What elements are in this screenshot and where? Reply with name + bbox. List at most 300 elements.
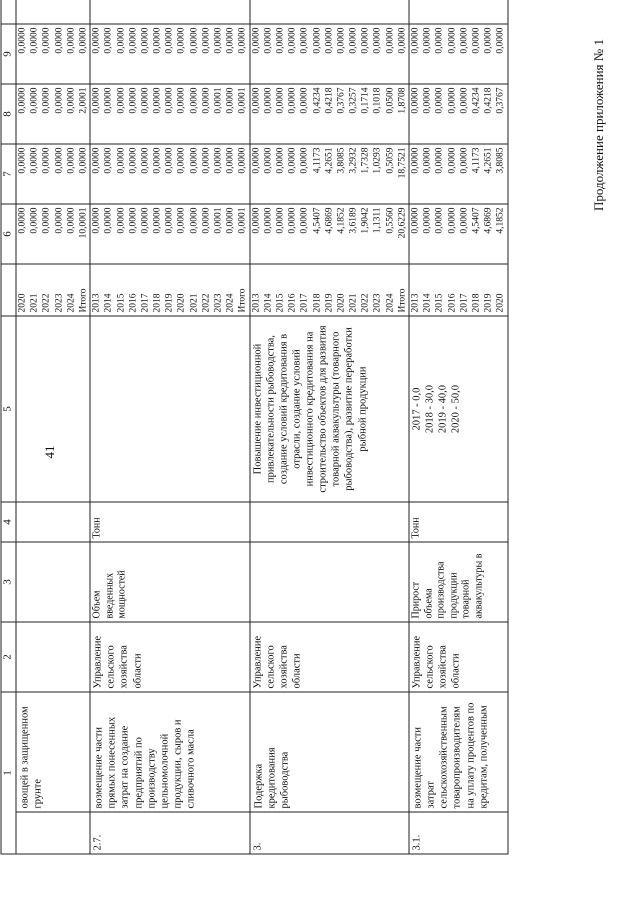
amount-value — [77, 0, 89, 21]
event-line: Подержка — [253, 763, 265, 809]
amount-value: 0,0000 — [128, 207, 139, 234]
amount-value: 0,0000 — [299, 87, 310, 114]
amount-value: 0,0000 — [348, 27, 359, 54]
amount-value — [41, 0, 53, 21]
amount-value — [237, 0, 249, 21]
amount-value: 0,0000 — [201, 147, 212, 174]
year-value: 2021 — [29, 293, 40, 313]
amount-value: 0,0000 — [103, 87, 114, 114]
amount-value: 0,0000 — [140, 147, 151, 174]
amount-value: 0,0000 — [275, 147, 286, 174]
year-value: 2022 — [360, 293, 371, 313]
amount-value: 0,0000 — [225, 147, 236, 174]
amount-value: 4,6869 — [483, 207, 494, 234]
year-value: 2020 — [176, 293, 187, 313]
amount-value — [65, 0, 77, 21]
item-number: 3.1. — [411, 834, 423, 851]
amount-value: 0,0000 — [213, 147, 224, 174]
col10-cell — [409, 0, 508, 24]
amount-value: 3,8085 — [495, 147, 506, 174]
item-number-cell — [250, 812, 409, 854]
amount-value: 0,0000 — [176, 87, 187, 114]
amount-value — [299, 0, 311, 21]
amount-value: 0,0000 — [176, 207, 187, 234]
table-row — [250, 0, 409, 854]
amount-value: 0,1714 — [360, 87, 371, 114]
amount-value: 2,0001 — [78, 87, 89, 114]
amount-value — [323, 0, 335, 21]
amount-value: 0,0000 — [116, 87, 126, 114]
col6-cell — [250, 204, 409, 264]
unit-cell — [90, 502, 249, 542]
amount-value: 0,0000 — [225, 87, 236, 114]
year-value: 2023 — [54, 293, 65, 313]
amount-value: 0,0000 — [29, 147, 40, 174]
amount-value: 0,0000 — [251, 207, 262, 234]
unit-cell — [409, 502, 508, 542]
amount-value: 0,0000 — [434, 27, 445, 54]
amount-value: 1,9042 — [360, 207, 371, 234]
amount-value: 0,0000 — [17, 207, 28, 234]
amount-value: 0,0000 — [140, 87, 151, 114]
amount-value: 0,0000 — [336, 27, 347, 54]
amount-value — [103, 0, 115, 21]
year-value: 2020 — [495, 293, 506, 313]
amount-value: 0,0000 — [140, 27, 151, 54]
measure-line: рыбной продукции — [357, 366, 369, 452]
year-value: 2018 — [312, 293, 322, 313]
amount-value: 0,4234 — [312, 87, 322, 114]
amount-value: 0,0000 — [41, 87, 52, 114]
amount-value — [483, 0, 495, 21]
executor-line: Управление — [411, 635, 423, 689]
amount-value — [29, 0, 41, 21]
amount-value: 0,0000 — [164, 87, 175, 114]
amount-value — [396, 0, 408, 21]
event-line: кредитования — [266, 747, 278, 809]
header-cell — [1, 264, 16, 316]
unit: Тонн — [91, 517, 103, 539]
amount-value: 0,0000 — [263, 207, 274, 234]
amount-value: 0,0000 — [275, 87, 286, 114]
amount-value — [335, 0, 347, 21]
event-line: кредитам, полученным — [478, 705, 490, 809]
amount-value: 0,0000 — [422, 207, 433, 234]
amount-value — [384, 0, 396, 21]
executor-line: сельского — [424, 645, 436, 689]
year-value: 2019 — [324, 293, 335, 313]
year-value: Итого — [397, 288, 408, 313]
amount-value: 0,0000 — [434, 207, 445, 234]
amount-value: 0,0500 — [385, 87, 396, 114]
years-cell — [16, 264, 90, 316]
year-value: 2016 — [128, 293, 139, 313]
year-value: 2017 — [459, 293, 470, 313]
amount-value: 0,0000 — [312, 27, 322, 54]
amount-value: 0,0000 — [360, 27, 371, 54]
event-line: на уплату процентов по — [465, 702, 476, 809]
amount-value: 0,0000 — [263, 27, 274, 54]
appendix-title: Продолжение приложения № 1 — [591, 39, 606, 211]
amount-value: 0,0000 — [176, 27, 187, 54]
amount-value: 0,0000 — [275, 207, 286, 234]
unit: Тонн — [410, 517, 422, 539]
item-number-cell — [409, 812, 508, 854]
event-line: сливочного масла — [185, 729, 197, 809]
amount-value — [176, 0, 188, 21]
amount-value: 3,6189 — [348, 207, 359, 234]
amount-value: 0,0000 — [237, 27, 248, 54]
col7-cell — [250, 144, 409, 204]
amount-value: 0,0000 — [201, 87, 212, 114]
amount-value — [410, 0, 422, 21]
header-cell: 8 — [1, 84, 16, 144]
amount-value: 0,0000 — [471, 27, 482, 54]
amount-value — [17, 0, 29, 21]
amount-value: 0,0000 — [17, 87, 28, 114]
year-value: 2013 — [410, 293, 421, 313]
amount-value — [348, 0, 360, 21]
amount-value: 0,0000 — [91, 207, 102, 234]
header-cell: 9 — [1, 24, 16, 84]
year-value: 2021 — [189, 293, 200, 313]
amount-value: 0,0000 — [189, 27, 200, 54]
event-line: товаропроизводителям — [451, 706, 463, 809]
amount-value: 0,0000 — [213, 27, 224, 54]
indicator-cell — [250, 542, 409, 622]
year-value: 2023 — [213, 293, 224, 313]
table-row — [16, 0, 90, 854]
amount-value: 0,0000 — [372, 27, 383, 54]
amount-value: 0,0000 — [116, 147, 126, 174]
indicator-cell — [16, 542, 90, 622]
amount-value: 0,0000 — [251, 87, 262, 114]
amount-value: 0,0000 — [41, 147, 52, 174]
col9-cell — [409, 24, 508, 84]
event-line: цельномолочной — [159, 733, 171, 809]
amount-value: 0,0000 — [116, 27, 126, 54]
amount-value: 4,5407 — [312, 207, 322, 234]
executor-cell — [16, 622, 90, 692]
measure-line: 2020 - 50,0 — [450, 384, 462, 434]
amount-value — [262, 0, 274, 21]
event-line: прямых понесенных — [106, 716, 118, 809]
amount-value: 0,0000 — [66, 27, 77, 54]
year-value: 2017 — [140, 293, 151, 313]
executor-line: Управление — [92, 635, 104, 689]
year-value: 2013 — [251, 293, 262, 313]
executor-line: хозяйства — [118, 645, 130, 689]
amount-value: 0,0000 — [164, 27, 175, 54]
col10-cell — [16, 0, 90, 24]
event-cell — [16, 692, 90, 812]
year-value: Итого — [237, 288, 248, 313]
amount-value: 0,0000 — [66, 207, 77, 234]
year-value: 2021 — [348, 293, 359, 313]
indicator-line: Прирост — [410, 581, 422, 619]
amount-value: 0,0001 — [213, 87, 224, 114]
amount-value: 0,0000 — [251, 147, 262, 174]
years-cell — [409, 264, 508, 316]
year-value: 2015 — [116, 293, 126, 313]
amount-value: 0,0000 — [29, 87, 40, 114]
amount-value: 0,0000 — [263, 87, 274, 114]
event-line: овощей в защищенном — [19, 706, 31, 809]
amount-value: 0,0000 — [201, 27, 212, 54]
header-cell — [1, 0, 16, 24]
indicator-line: мощностей — [116, 570, 128, 619]
amount-value: 0,0000 — [103, 27, 114, 54]
year-value: 2014 — [103, 293, 114, 313]
amount-value: 0,4218 — [324, 87, 335, 114]
year-value: 2023 — [372, 293, 383, 313]
measure-line: привлекательности рыбоводства, — [265, 335, 277, 483]
amount-value: 0,0000 — [225, 207, 236, 234]
amount-value: 0,0000 — [459, 207, 470, 234]
amount-value — [115, 0, 127, 21]
year-value: Итого — [78, 288, 89, 313]
unit-cell — [250, 502, 409, 542]
amount-value — [422, 0, 434, 21]
amount-value: 18,7521 — [397, 147, 408, 179]
amount-value: 0,0000 — [140, 207, 151, 234]
amount-value: 0,1018 — [372, 87, 383, 114]
amount-value — [152, 0, 164, 21]
amount-value: 0,0000 — [410, 87, 421, 114]
amount-value: 4,2651 — [483, 147, 494, 174]
amount-value: 3,8085 — [336, 147, 347, 174]
indicator-line: продукции — [448, 572, 459, 619]
amount-value: 0,0000 — [41, 27, 52, 54]
col7-cell — [16, 144, 90, 204]
amount-value — [434, 0, 446, 21]
col8-cell — [16, 84, 90, 144]
amount-value — [139, 0, 151, 21]
indicator-cell — [90, 542, 249, 622]
event-line: возмещение части — [93, 726, 105, 809]
event-cell — [409, 692, 508, 812]
amount-value: 0,0000 — [152, 147, 163, 174]
col6-cell — [16, 204, 90, 264]
col8-cell — [409, 84, 508, 144]
amount-value: 1,8708 — [397, 87, 408, 114]
measure-line: создание условий кредитования в — [278, 333, 290, 485]
amount-value: 4,1852 — [336, 207, 347, 234]
amount-value — [200, 0, 212, 21]
amount-value: 0,3767 — [336, 87, 347, 114]
col6-cell — [409, 204, 508, 264]
executor-line: сельского — [105, 645, 117, 689]
amount-value: 0,0000 — [103, 147, 114, 174]
amount-value: 0,0000 — [54, 27, 65, 54]
amount-value: 0,0000 — [164, 207, 175, 234]
amount-value — [53, 0, 65, 21]
amount-value: 0,0000 — [287, 147, 298, 174]
amount-value: 1,0293 — [372, 147, 383, 174]
event-line: рыбоводства — [279, 751, 291, 809]
year-value: 2018 — [471, 293, 482, 313]
event-line: производству — [146, 748, 158, 809]
amount-value: 0,0000 — [385, 27, 396, 54]
amount-value: 0,0000 — [299, 27, 310, 54]
amount-value: 0,0000 — [422, 27, 433, 54]
amount-value: 0,0000 — [287, 87, 298, 114]
amount-value — [372, 0, 384, 21]
col9-cell — [16, 24, 90, 84]
amount-value: 0,4234 — [471, 87, 482, 114]
amount-value: 3,2932 — [348, 147, 359, 174]
amount-value: 0,0000 — [189, 207, 200, 234]
amount-value: 1,7328 — [360, 147, 371, 174]
year-value: 2024 — [66, 293, 77, 313]
amount-value: 0,0000 — [189, 147, 200, 174]
amount-value: 4,1173 — [312, 147, 322, 174]
amount-value — [470, 0, 482, 21]
amount-value — [250, 0, 262, 21]
amount-value: 0,0000 — [128, 147, 139, 174]
amount-value: 0,0000 — [103, 207, 114, 234]
amount-value: 0,0000 — [434, 87, 445, 114]
measure-line: строительство объектов для развития — [317, 325, 329, 493]
col7-cell — [90, 144, 249, 204]
measure-cell — [90, 316, 249, 502]
amount-value: 0,0000 — [116, 207, 126, 234]
year-value: 2014 — [263, 293, 274, 313]
amount-value: 0,0000 — [459, 87, 470, 114]
header-cell: 1 — [1, 692, 16, 854]
executor-line: сельского — [265, 645, 277, 689]
year-value: 2016 — [447, 293, 458, 313]
indicator-line: производства — [435, 561, 447, 619]
executor-cell — [90, 622, 249, 692]
amount-value: 0,0000 — [91, 27, 102, 54]
executor-line: Управление — [252, 635, 264, 689]
unit-cell — [16, 502, 90, 542]
amount-value: 0,0000 — [410, 207, 421, 234]
table-header-row — [1, 0, 16, 854]
amount-value: 0,0000 — [128, 27, 139, 54]
amount-value: 0,0000 — [176, 147, 187, 174]
amount-value: 0,3767 — [495, 87, 506, 114]
event-line: грунте — [32, 778, 44, 809]
year-value: 2016 — [287, 293, 298, 313]
amount-value: 0,0000 — [91, 147, 102, 174]
year-value: 2020 — [336, 293, 347, 313]
amount-value: 0,0000 — [78, 147, 89, 174]
amount-value: 0,5059 — [385, 147, 396, 174]
amount-value: 0,0000 — [41, 207, 52, 234]
amount-value: 0,0000 — [422, 147, 433, 174]
event-cell — [90, 692, 249, 812]
amount-value: 0,0000 — [78, 27, 89, 54]
amount-value: 0,0000 — [152, 207, 163, 234]
amount-value: 0,0000 — [189, 87, 200, 114]
amount-value: 0,0000 — [287, 207, 298, 234]
executor-cell — [409, 622, 508, 692]
amount-value: 0,0000 — [66, 147, 77, 174]
event-line: предприятий по — [133, 737, 144, 809]
indicator-line: аквакультуры в — [473, 553, 484, 619]
amount-value: 0,0000 — [29, 27, 40, 54]
amount-value: 0,0001 — [237, 87, 248, 114]
amount-value: 4,6869 — [324, 207, 335, 234]
indicator-line: введенных — [104, 572, 116, 619]
event-cell — [250, 692, 409, 812]
amount-value: 0,0000 — [287, 27, 298, 54]
measure-cell — [16, 316, 90, 502]
indicator-line: товарной — [460, 579, 472, 619]
amount-value: 10,0001 — [78, 207, 89, 239]
year-value: 2022 — [201, 293, 212, 313]
year-value: 2019 — [164, 293, 175, 313]
amount-value: 0,0000 — [251, 27, 262, 54]
amount-value: 0,0000 — [152, 27, 163, 54]
amount-value: 4,2651 — [324, 147, 335, 174]
executor-line: хозяйства — [278, 645, 290, 689]
measure-line: отрасли, создание условий — [291, 349, 303, 469]
amount-value: 0,0001 — [213, 207, 224, 234]
amount-value: 0,5560 — [385, 207, 396, 234]
measure-line: 2018 - 30,0 — [424, 384, 436, 434]
table-row — [409, 0, 508, 854]
amount-value: 0,0000 — [447, 87, 458, 114]
header-cell: 5 — [1, 316, 16, 502]
amount-value: 0,0000 — [410, 147, 421, 174]
item-number: 3. — [252, 842, 264, 851]
amount-value: 20,6229 — [397, 207, 408, 239]
amount-value: 0,0000 — [91, 87, 102, 114]
amount-value — [127, 0, 139, 21]
amount-value: 0,0000 — [54, 147, 65, 174]
col9-cell — [90, 24, 249, 84]
amount-value: 0,0000 — [54, 87, 65, 114]
executor-cell — [250, 622, 409, 692]
event-line: продукции, сыров и — [172, 719, 184, 809]
event-line: затрат на создание — [119, 725, 131, 809]
header-cell: 3 — [1, 542, 16, 622]
year-value: 2015 — [434, 293, 445, 313]
amount-value: 0,0000 — [495, 27, 506, 54]
header-cell: 4 — [1, 502, 16, 542]
measure-line: 2017 - 0,0 — [411, 387, 423, 431]
amount-value — [91, 0, 103, 21]
amount-value: 0,0000 — [459, 27, 470, 54]
year-value: 2013 — [91, 293, 102, 313]
header-cell: 6 — [1, 204, 16, 264]
amount-value: 0,0000 — [434, 147, 445, 174]
amount-value — [311, 0, 323, 21]
table-row — [90, 0, 249, 854]
program-table — [1, 0, 509, 855]
year-value: 2015 — [275, 293, 286, 313]
amount-value: 1,1311 — [372, 207, 383, 234]
amount-value: 0,0000 — [447, 27, 458, 54]
year-value: 2017 — [299, 293, 310, 313]
amount-value: 0,3257 — [348, 87, 359, 114]
col7-cell — [409, 144, 508, 204]
amount-value — [446, 0, 458, 21]
amount-value: 0,0000 — [324, 27, 335, 54]
page-number: 41 — [42, 445, 57, 459]
amount-value: 0,0000 — [237, 147, 248, 174]
amount-value: 0,0000 — [263, 147, 274, 174]
col10-cell — [90, 0, 249, 24]
amount-value — [287, 0, 299, 21]
amount-value: 4,1173 — [471, 147, 482, 174]
indicator-line: Объем — [91, 590, 103, 619]
col6-cell — [90, 204, 249, 264]
item-number: 2.7. — [92, 834, 104, 851]
